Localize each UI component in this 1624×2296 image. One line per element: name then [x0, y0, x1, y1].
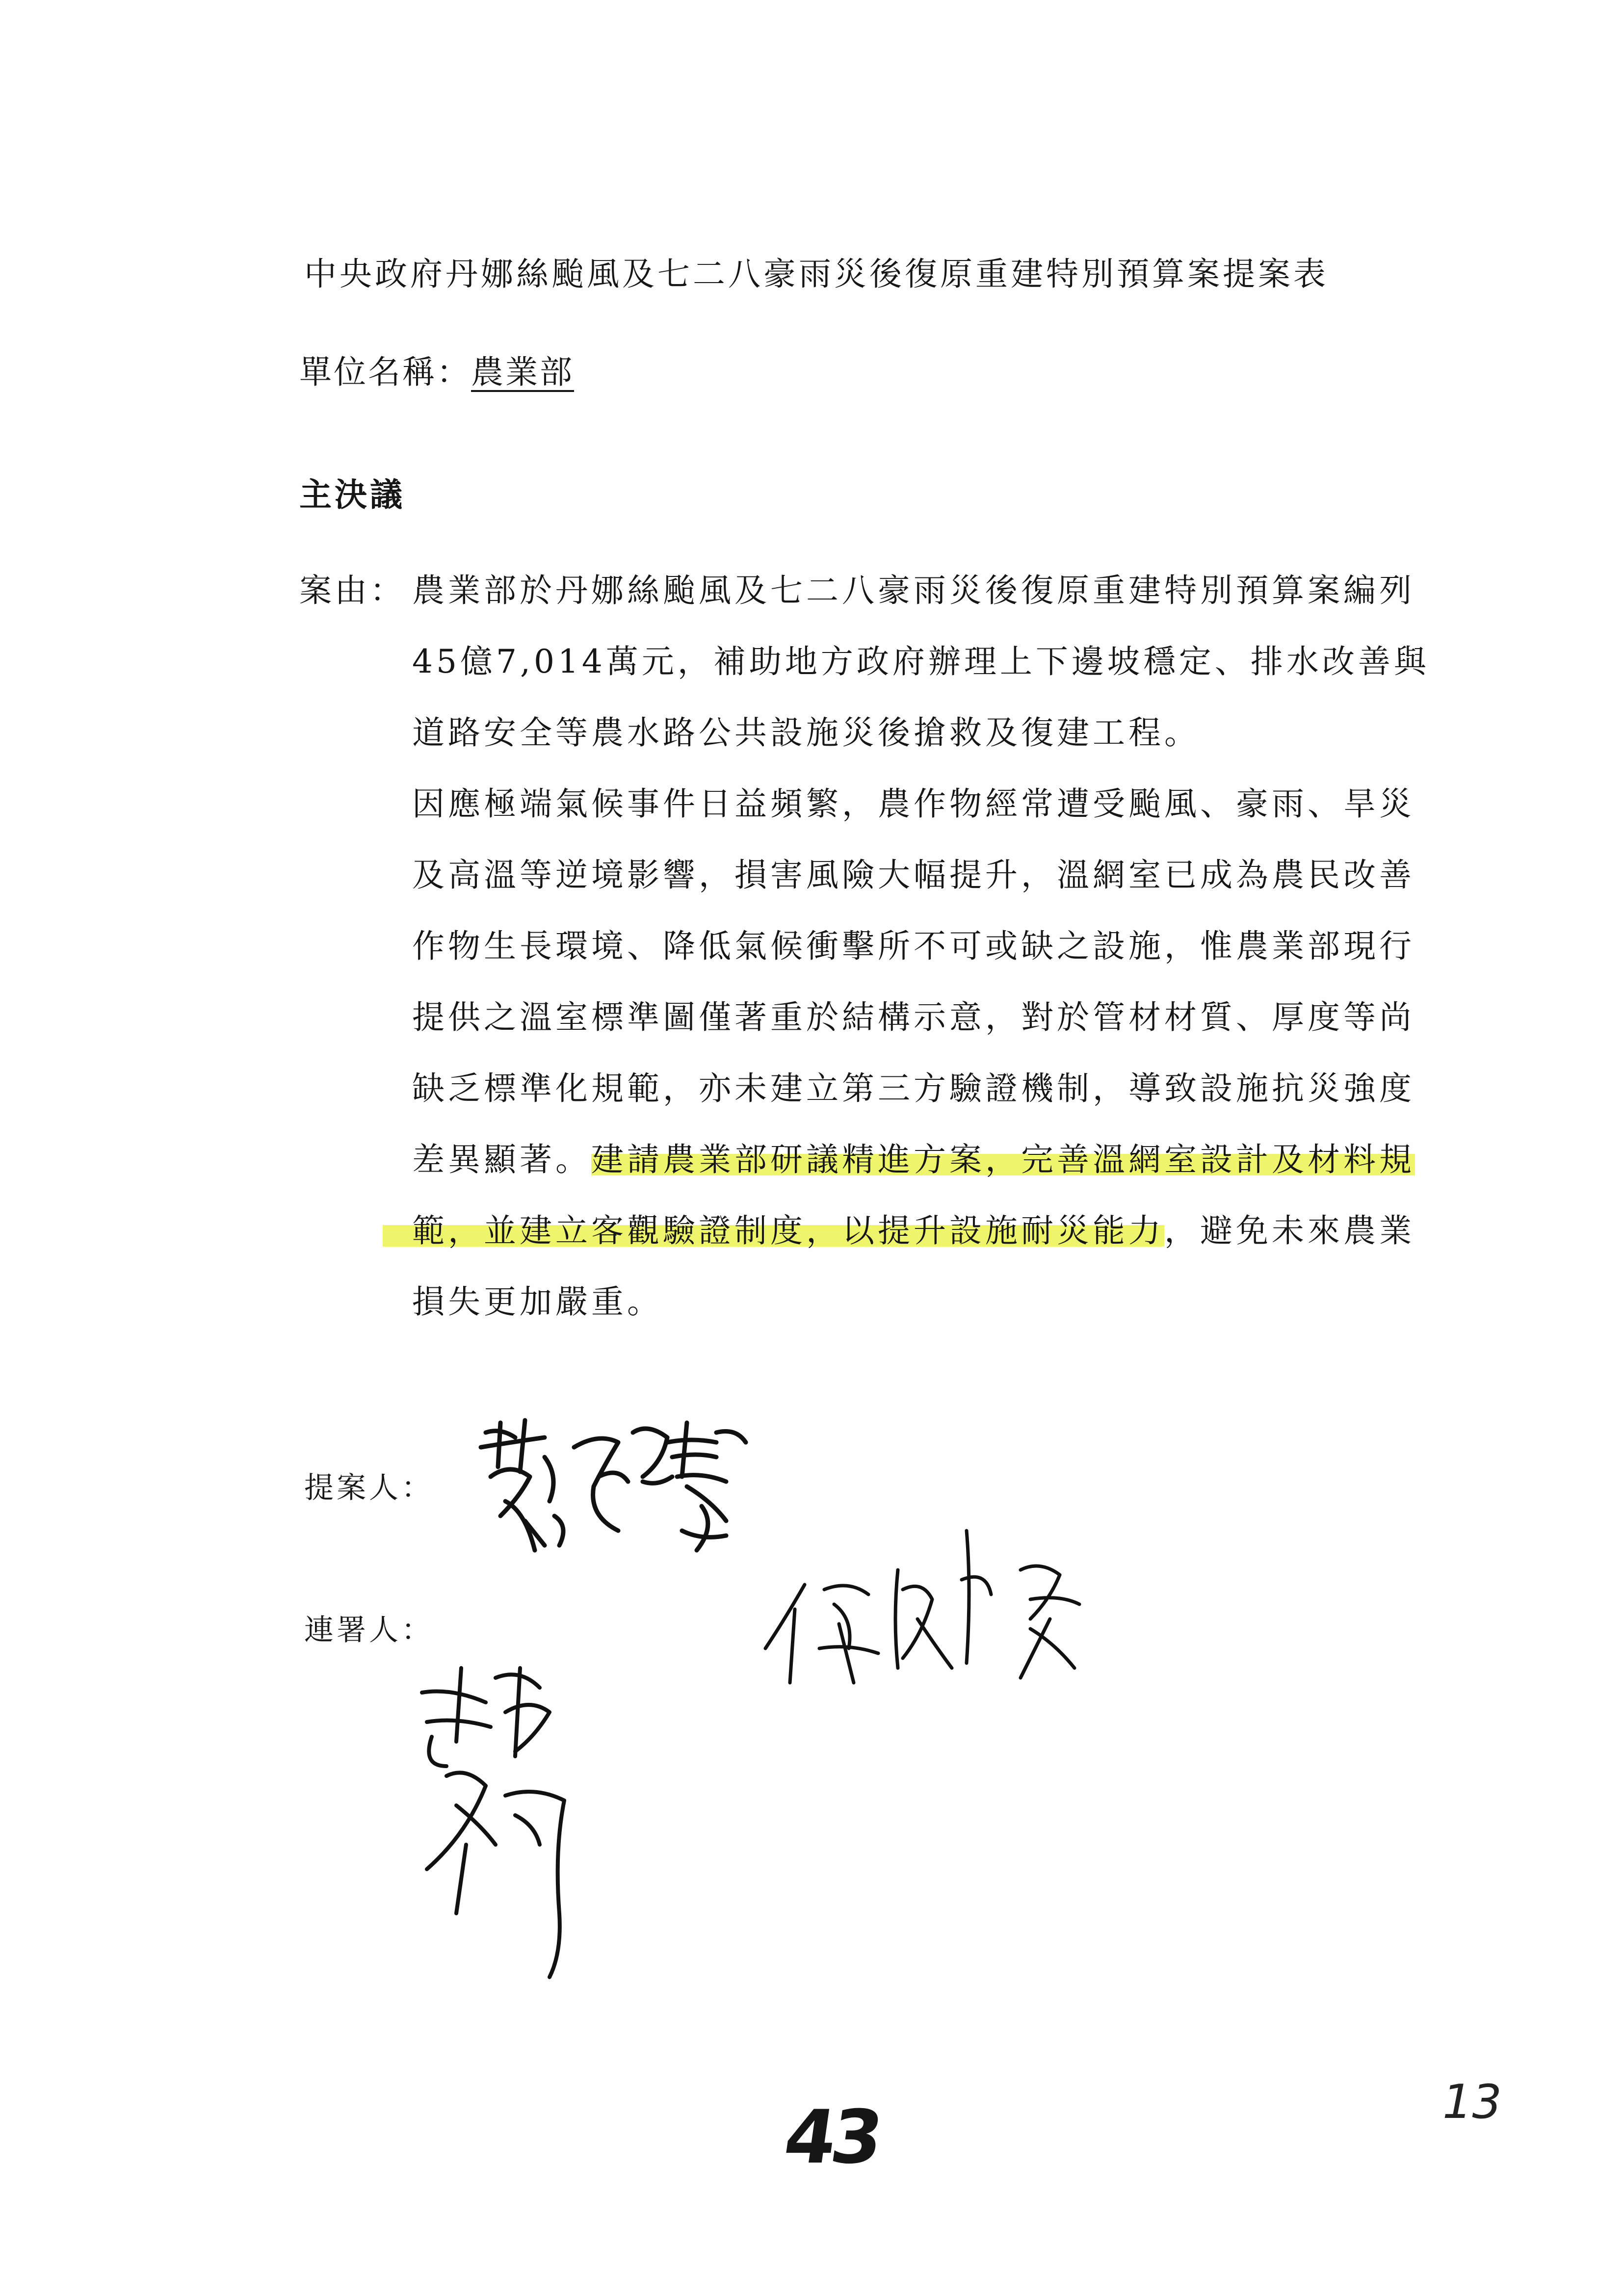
cosigner-signature-1	[393, 1639, 638, 1982]
reason-line-6: 作物生長環境、降低氣候衝擊所不可或缺之設施，惟農業部現行	[412, 927, 1415, 965]
reason-line-10	[383, 1204, 1415, 1251]
line10-highlighted-text: 範，並建立客觀驗證制度，以提升設施耐災能力	[383, 1212, 1164, 1250]
reason-line-2: 45億7,014萬元，補助地方政府辦理上下邊坡穩定、排水改善與	[412, 643, 1430, 680]
unit-label: 單位名稱：	[299, 353, 471, 391]
reason-line-1: 農業部於丹娜絲颱風及七二八豪雨災後復原重建特別預算案編列	[412, 572, 1415, 609]
line10-plain: ，避免未來農業	[1164, 1212, 1415, 1250]
unit-name-line	[299, 346, 574, 392]
reason-line-7: 提供之溫室標準圖僅著重於結構示意，對於管材材質、厚度等尚	[412, 998, 1415, 1036]
line9-highlighted-text: 建請農業部研議精進方案，完善溫網室設計及材料規	[591, 1141, 1415, 1178]
proposer-signature	[471, 1403, 775, 1565]
cosigner-signature-2	[756, 1521, 1109, 1707]
reason-line-9	[412, 1133, 1415, 1180]
line9-plain: 差異顯著。	[412, 1141, 591, 1178]
reason-line-5: 及高溫等逆境影響，損害風險大幅提升，溫網室已成為農民改善	[412, 856, 1415, 894]
proposer-label: 提案人：	[304, 1471, 434, 1505]
unit-value: 農業部	[471, 353, 574, 391]
page-number-annotation: 13	[1442, 2075, 1502, 2129]
reason-line-11: 損失更加嚴重。	[412, 1283, 663, 1321]
page-number: 43	[779, 2095, 884, 2180]
reason-label: 案由：	[299, 572, 405, 609]
document-title: 中央政府丹娜絲颱風及七二八豪雨災後復原重建特別預算案提案表	[304, 255, 1329, 293]
cosigner-label: 連署人：	[304, 1613, 434, 1647]
resolution-heading: 主決議	[299, 475, 405, 514]
reason-line-3: 道路安全等農水路公共設施災後搶救及復建工程。	[412, 714, 1200, 752]
reason-line-8: 缺乏標準化規範，亦未建立第三方驗證機制，導致設施抗災強度	[412, 1070, 1415, 1107]
reason-line-4: 因應極端氣候事件日益頻繁，農作物經常遭受颱風、豪雨、旱災	[412, 785, 1415, 823]
